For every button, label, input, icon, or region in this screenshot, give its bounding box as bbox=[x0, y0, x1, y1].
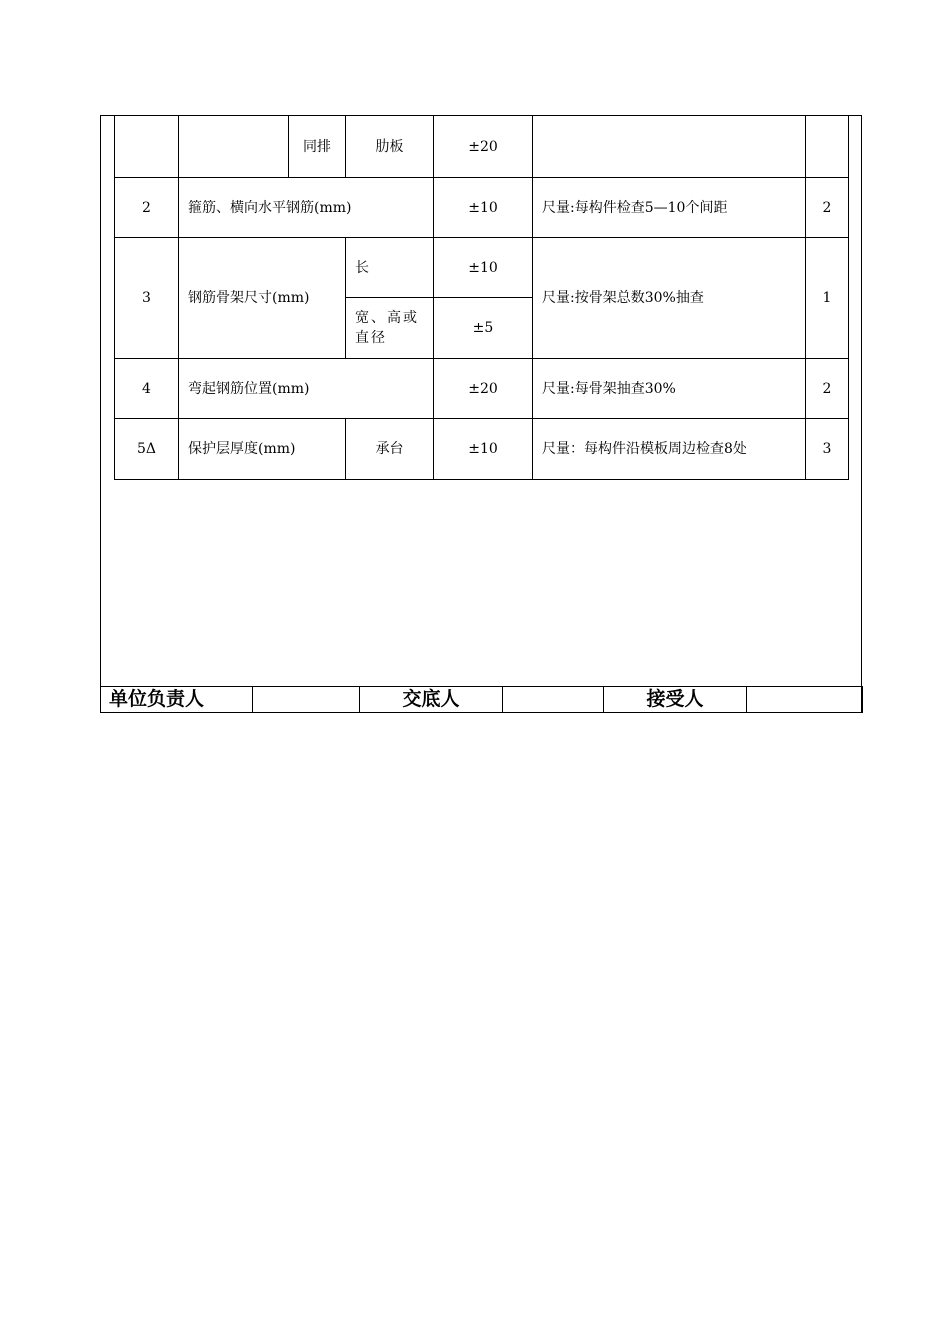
table-row bbox=[115, 238, 849, 298]
cell-tolerance: ±20 bbox=[434, 359, 533, 419]
signature-table bbox=[100, 686, 863, 713]
cell-item-no: 4 bbox=[115, 359, 179, 419]
cell-item-no: 2 bbox=[115, 178, 179, 238]
cell-empty bbox=[179, 116, 289, 178]
cell-tolerance: ±5 bbox=[434, 298, 533, 359]
cell-item-no: 3 bbox=[115, 238, 179, 359]
table-row bbox=[115, 359, 849, 419]
cell-method: 尺量:每构件检查5—10个间距 bbox=[533, 178, 806, 238]
cell-weight: 3 bbox=[806, 419, 849, 480]
cell-empty bbox=[533, 116, 806, 178]
cell-sub-cap: 承台 bbox=[346, 419, 434, 480]
cell-item-name: 保护层厚度(mm) bbox=[179, 419, 346, 480]
receiver-label: 接受人 bbox=[604, 687, 747, 713]
cell-sub-width-height: 宽、高或直径 bbox=[346, 298, 434, 359]
cell-weight: 2 bbox=[806, 178, 849, 238]
unit-leader-signature-field[interactable] bbox=[253, 687, 360, 713]
handover-person-signature-field[interactable] bbox=[503, 687, 604, 713]
cell-sub-length: 长 bbox=[346, 238, 434, 298]
inspection-table bbox=[114, 115, 849, 480]
cell-weight: 2 bbox=[806, 359, 849, 419]
table-row bbox=[115, 116, 849, 178]
cell-same-row: 同排 bbox=[289, 116, 346, 178]
cell-item-no: 5Δ bbox=[115, 419, 179, 480]
cell-tolerance: ±20 bbox=[434, 116, 533, 178]
cell-method: 尺量：每构件沿模板周边检查8处 bbox=[533, 419, 806, 480]
signature-row bbox=[101, 687, 863, 713]
cell-item-name: 箍筋、横向水平钢筋(mm) bbox=[179, 178, 434, 238]
cell-tolerance: ±10 bbox=[434, 419, 533, 480]
receiver-signature-field[interactable] bbox=[747, 687, 863, 713]
cell-item-name: 弯起钢筋位置(mm) bbox=[179, 359, 434, 419]
cell-rib-plate: 肋板 bbox=[346, 116, 434, 178]
cell-empty bbox=[115, 116, 179, 178]
cell-tolerance: ±10 bbox=[434, 178, 533, 238]
unit-leader-label: 单位负责人 bbox=[101, 687, 253, 713]
cell-method: 尺量:按骨架总数30%抽查 bbox=[533, 238, 806, 359]
cell-tolerance: ±10 bbox=[434, 238, 533, 298]
cell-method: 尺量:每骨架抽查30% bbox=[533, 359, 806, 419]
table-row bbox=[115, 178, 849, 238]
handover-person-label: 交底人 bbox=[360, 687, 503, 713]
cell-weight: 1 bbox=[806, 238, 849, 359]
cell-empty bbox=[806, 116, 849, 178]
table-row bbox=[115, 419, 849, 480]
cell-item-name: 钢筋骨架尺寸(mm) bbox=[179, 238, 346, 359]
